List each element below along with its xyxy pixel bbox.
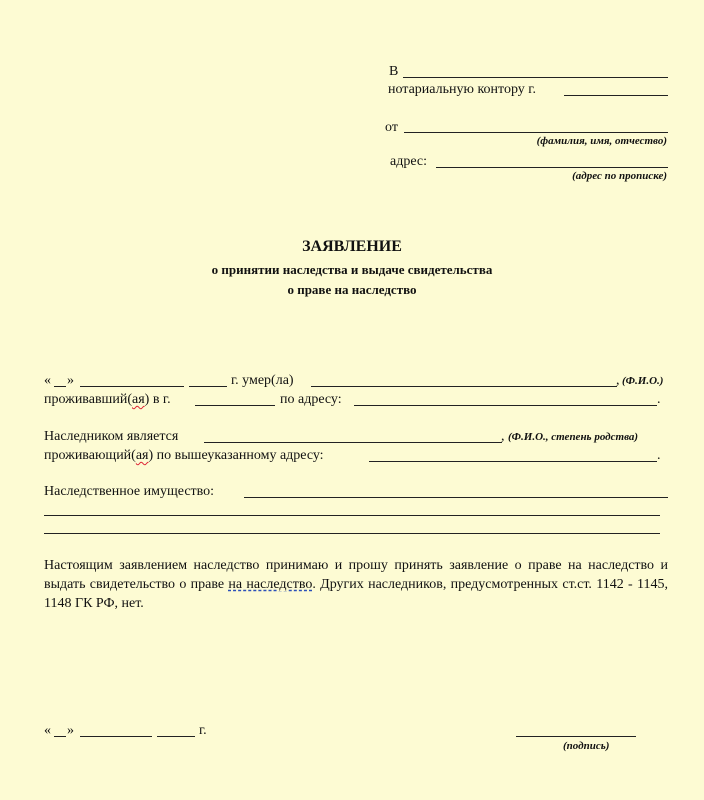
death-year-line[interactable] [189,386,227,387]
heir-fio-line[interactable] [204,442,502,443]
applicant-address-hint: (адрес по прописке) [572,170,667,182]
notary-name-line[interactable] [403,77,668,78]
page-title: ЗАЯВЛЕНИЕ [302,238,402,255]
applicant-address-line[interactable] [436,167,668,168]
died-label: г. умер(ла) [231,373,294,388]
footer-year-line[interactable] [157,736,195,737]
notary-city-line[interactable] [564,95,668,96]
footer-day-line[interactable] [54,736,66,737]
deceased-fio-line[interactable] [311,386,617,387]
footer-date-open: « [44,723,51,738]
title-line-2: о праве на наследство [287,282,417,297]
heir-address-line[interactable] [369,461,657,462]
to-prefix: В [389,64,399,79]
signature-hint: (подпись) [563,740,610,752]
lived-label: проживавший(ая) в г. [44,392,171,407]
footer-year-label: г. [199,723,207,738]
address-label: адрес: [390,154,428,169]
property-line-2[interactable] [44,515,660,516]
date-close-quote: » [67,373,74,388]
footer-date-close: » [67,723,74,738]
property-line-3[interactable] [44,533,660,534]
notary-office-label: нотариальную контору г. [388,82,536,97]
heir-fio-hint: (Ф.И.О., степень родства) [508,431,639,443]
lives-label: проживающий(ая) по вышеуказанному адресу: [44,448,324,463]
deceased-address-line[interactable] [354,405,657,406]
property-label: Наследственное имущество: [44,484,215,499]
application-page: В нотариальную контору г. от (фамилия, имя, отчество) адрес: (адрес по прописке) ЗАЯВЛЕНИЕ о принятии наследства и выдаче свидетельства о праве на наследство « » г. умер(ла) , (Ф.И.О.) проживавший(ая) в г. по адресу: . Наследником является , (Ф.И.О., степень родства) проживающий(ая) по вышеуказанному адресу: . Наследственное имущество: Настоящим заявлением наследство принимаю и прошу принять заявление о праве на наследство и выдать свидетельство о праве на наследство. Других наследников, предусмотренных ст.ст. 1142 - 1145, 1148 ГК РФ, нет. « » г. (подпись) [0,0,704,800]
from-prefix: от [385,120,398,135]
property-line-1[interactable] [244,497,668,498]
signature-line[interactable] [516,736,636,737]
deceased-fio-hint: (Ф.И.О.) [622,375,664,387]
at-address-label: по адресу: [280,392,342,407]
deceased-city-line[interactable] [195,405,275,406]
death-month-line[interactable] [80,386,184,387]
applicant-fio-hint: (фамилия, имя, отчество) [536,135,667,147]
date-open-quote: « [44,373,51,388]
title-line-1: о принятии наследства и выдаче свидетельства [211,262,493,277]
applicant-fio-line[interactable] [404,132,668,133]
statement-paragraph: Настоящим заявлением наследство принимаю и прошу принять заявление о праве на наследство и выдать свидетельство о праве на наследство. Других наследников, предусмотренных ст.ст. 1142 - 1145, 1148 ГК РФ, нет. [44,558,668,611]
heir-label: Наследником является [44,429,179,444]
footer-month-line[interactable] [80,736,152,737]
death-day-line[interactable] [54,386,66,387]
